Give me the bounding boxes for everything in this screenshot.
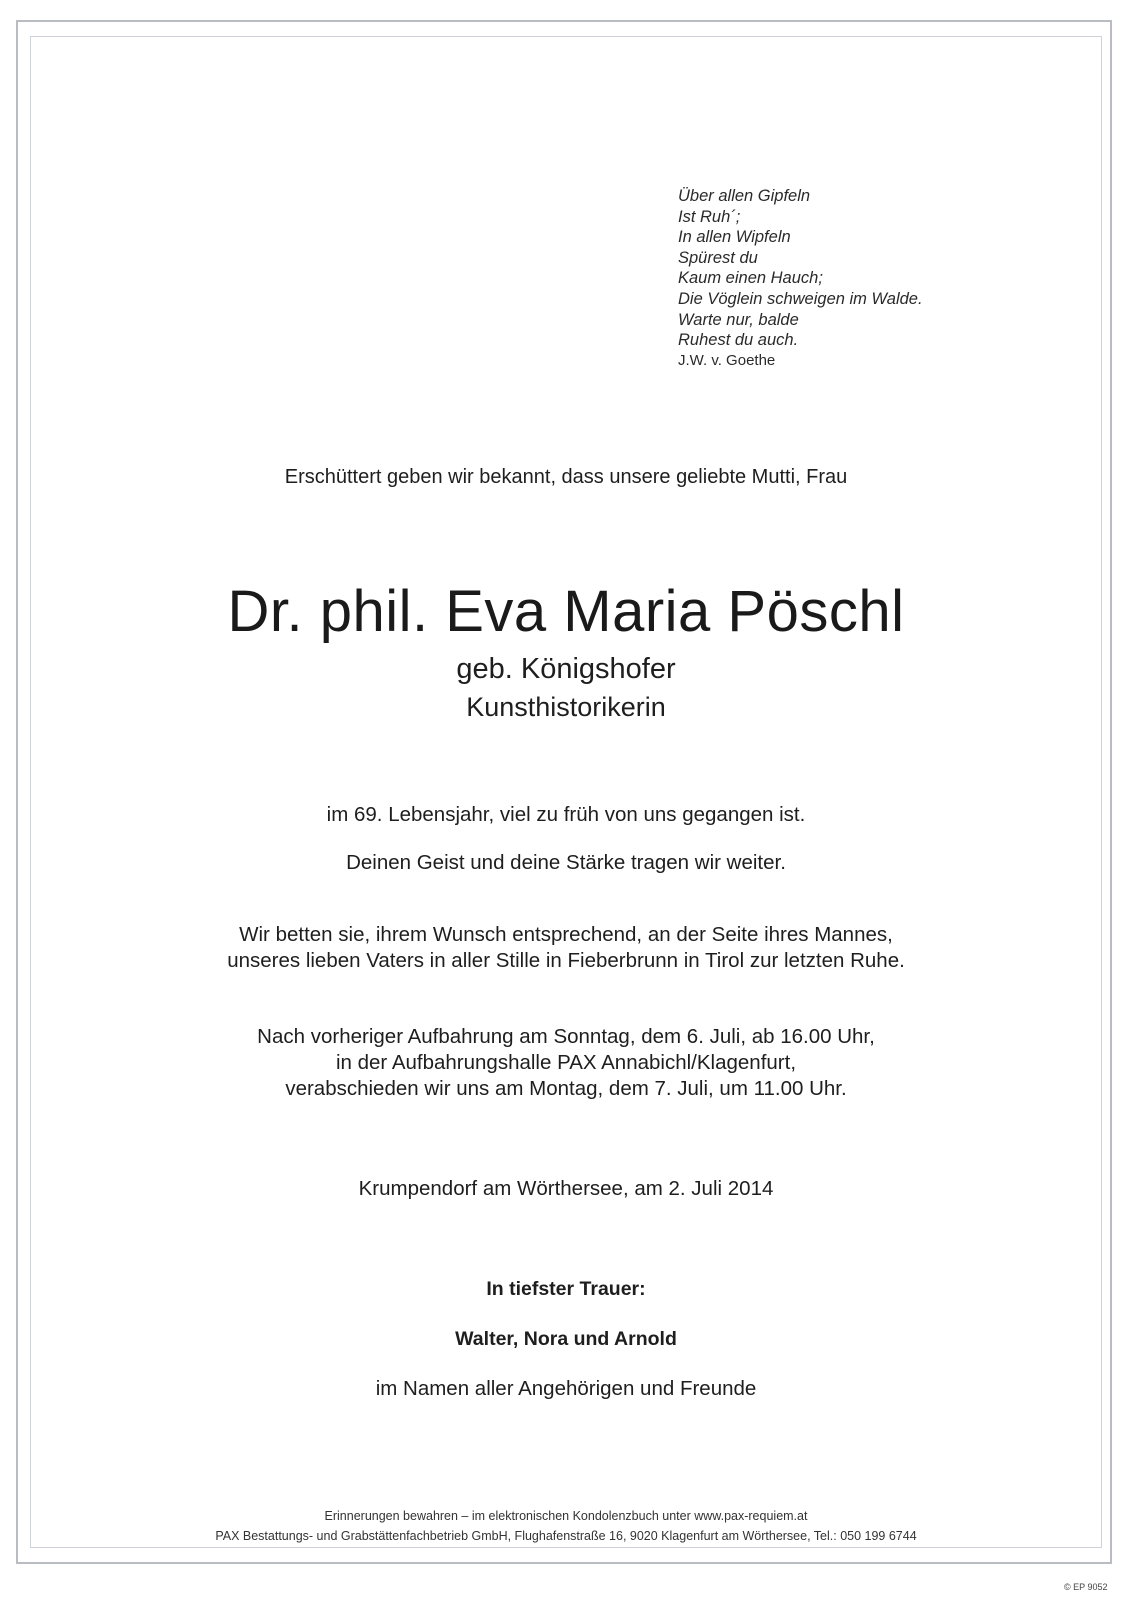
service-line: Nach vorheriger Aufbahrung am Sonntag, dem 6. Juli, ab 16.00 Uhr, <box>257 1025 875 1048</box>
age-text: im 69. Lebensjahr, viel zu früh von uns gegangen ist. <box>326 803 806 826</box>
poem-line: Die Vöglein schweigen im Walde. <box>678 289 923 308</box>
poem-line: In allen Wipfeln <box>678 228 791 247</box>
burial-line: unseres lieben Vaters in aller Stille in Fieberbrunn in Tirol zur letzten Ruhe. <box>227 949 905 972</box>
place-date: Krumpendorf am Wörthersee, am 2. Juli 2014 <box>358 1177 774 1200</box>
profession: Kunsthistorikerin <box>466 692 666 722</box>
poem-line: Ist Ruh´; <box>678 207 741 226</box>
poem-line: Ruhest du auch. <box>678 331 799 350</box>
mourning-title: In tiefster Trauer: <box>486 1278 646 1300</box>
intro-text: Erschüttert geben wir bekannt, dass unsere geliebte Mutti, Frau <box>284 466 848 488</box>
birth-name: geb. Königshofer <box>456 653 676 685</box>
footer-condolence-line: Erinnerungen bewahren – im elektronischen Kondolenzbuch unter www.pax-requiem.at <box>324 1509 808 1523</box>
poem-line: Warte nur, balde <box>678 310 799 329</box>
service-line: verabschieden wir uns am Montag, dem 7. Juli, um 11.00 Uhr. <box>285 1077 847 1100</box>
poem-line: Spürest du <box>678 248 758 267</box>
poem-line: Über allen Gipfeln <box>678 187 811 205</box>
family-names: Walter, Nora und Arnold <box>455 1328 677 1350</box>
footer-company-line: PAX Bestattungs- und Grabstättenfachbetrieb GmbH, Flughafenstraße 16, 9020 Klagenfurt am Wörthersee, Tel.: 050 199 6744 <box>215 1529 917 1543</box>
burial-text <box>0 922 1132 974</box>
service-text <box>0 1024 1132 1102</box>
burial-line: Wir betten sie, ihrem Wunsch entsprechend, an der Seite ihres Mannes, <box>239 923 893 946</box>
relatives-text: im Namen aller Angehörigen und Freunde <box>375 1377 757 1400</box>
service-line: in der Aufbahrungshalle PAX Annabichl/Klagenfurt, <box>335 1051 797 1074</box>
document-code: © EP 9052 <box>1064 1582 1108 1592</box>
spirit-text: Deinen Geist und deine Stärke tragen wir weiter. <box>346 851 786 874</box>
inner-border <box>30 36 1102 1548</box>
footer <box>0 1506 1132 1546</box>
poem-author: J.W. v. Goethe <box>678 351 776 369</box>
deceased-name: Dr. phil. Eva Maria Pöschl <box>227 579 905 644</box>
poem-line: Kaum einen Hauch; <box>678 269 823 288</box>
poem-block <box>678 186 923 371</box>
